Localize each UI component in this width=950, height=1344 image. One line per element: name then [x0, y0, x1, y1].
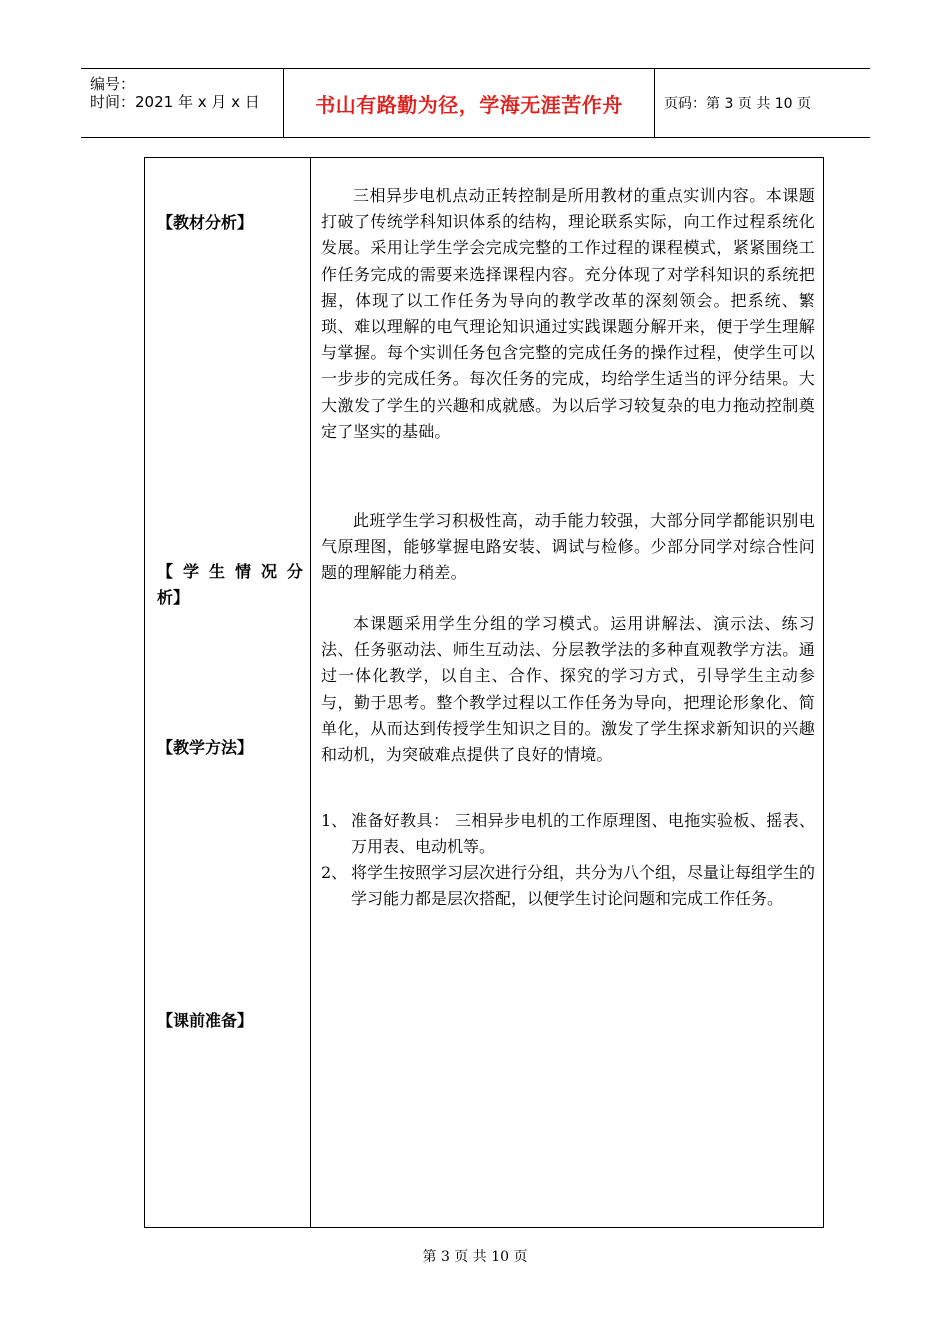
student-analysis-label — [157, 559, 303, 611]
page-header — [81, 68, 870, 138]
student-analysis-text: 此班学生学习积极性高，动手能力较强，大部分同学都能识别电气原理图，能够掌握电路安装、调试与检修。少部分同学对综合性问题的理解能力稍差。 — [321, 511, 815, 583]
preparation-label: 【课前准备】 — [157, 1011, 254, 1030]
teaching-method-text: 本课题采用学生分组的学习模式。运用讲解法、演示法、练习法、任务驱动法、师生互动法、分层教学法的多种直观教学方法。通过一体化教学，以自主、合作、探究的学习方式，引导学生主动参与，勤于思考。整个教学过程以工作任务为导向，把理论形象化、简单化，从而达到传授学生知识之目的。激发了学生探求新知识的兴趣和动机，为突破难点提供了良好的情境。 — [321, 614, 815, 765]
material-analysis-label: 【教材分析】 — [157, 213, 254, 232]
preparation-item — [321, 808, 815, 860]
column-divider — [310, 158, 311, 1227]
header-page-number: 页码：第 3 页 共 10 页 — [664, 96, 811, 112]
student-analysis-label-line1: 【 学 生 情 况 分 — [157, 562, 303, 581]
lesson-plan-table — [144, 157, 824, 1228]
preparation-item-text: 准备好教具： 三相异步电机的工作原理图、电拖实验板、摇表、万用表、电动机等。 — [351, 811, 815, 857]
header-meta — [81, 69, 283, 137]
header-motto: 书山有路勤为径，学海无涯苦作舟 — [315, 92, 623, 117]
preparation-item-number: 1、 — [321, 811, 348, 830]
header-divider — [654, 69, 655, 137]
header-time: 时间：2021 年 x 月 x 日 — [90, 93, 260, 111]
preparation-item — [321, 860, 815, 912]
material-analysis-text: 三相异步电机点动正转控制是所用教材的重点实训内容。本课题打破了传统学科知识体系的结构，理论联系实际，向工作过程系统化发展。采用让学生学会完成完整的工作过程的课程模式，紧紧围绕工作任务完成的需要来选择课程内容。充分体现了对学科知识的系统把握，体现了以工作任务为导向的教学改革的深刻领会。把系统、繁琐、难以理解的电气理论知识通过实践课题分解开来，便于学生理解与掌握。每个实训任务包含完整的完成任务的操作过程，使学生可以一步步的完成任务。每次任务的完成，均给学生适当的评分结果。大大激发了学生的兴趣和成就感。为以后学习较复杂的电力拖动控制奠定了坚实的基础。 — [321, 186, 815, 441]
preparation-item-text: 将学生按照学习层次进行分组，共分为八个组，尽量让每组学生的学习能力都是层次搭配，以便学生讨论问题和完成工作任务。 — [351, 863, 816, 909]
page-footer: 第 3 页 共 10 页 — [422, 1249, 528, 1265]
teaching-method-label: 【教学方法】 — [157, 738, 254, 757]
preparation-item-number: 2、 — [321, 863, 348, 882]
header-number: 编号： — [90, 75, 136, 93]
student-analysis-label-line2: 析】 — [157, 588, 190, 607]
